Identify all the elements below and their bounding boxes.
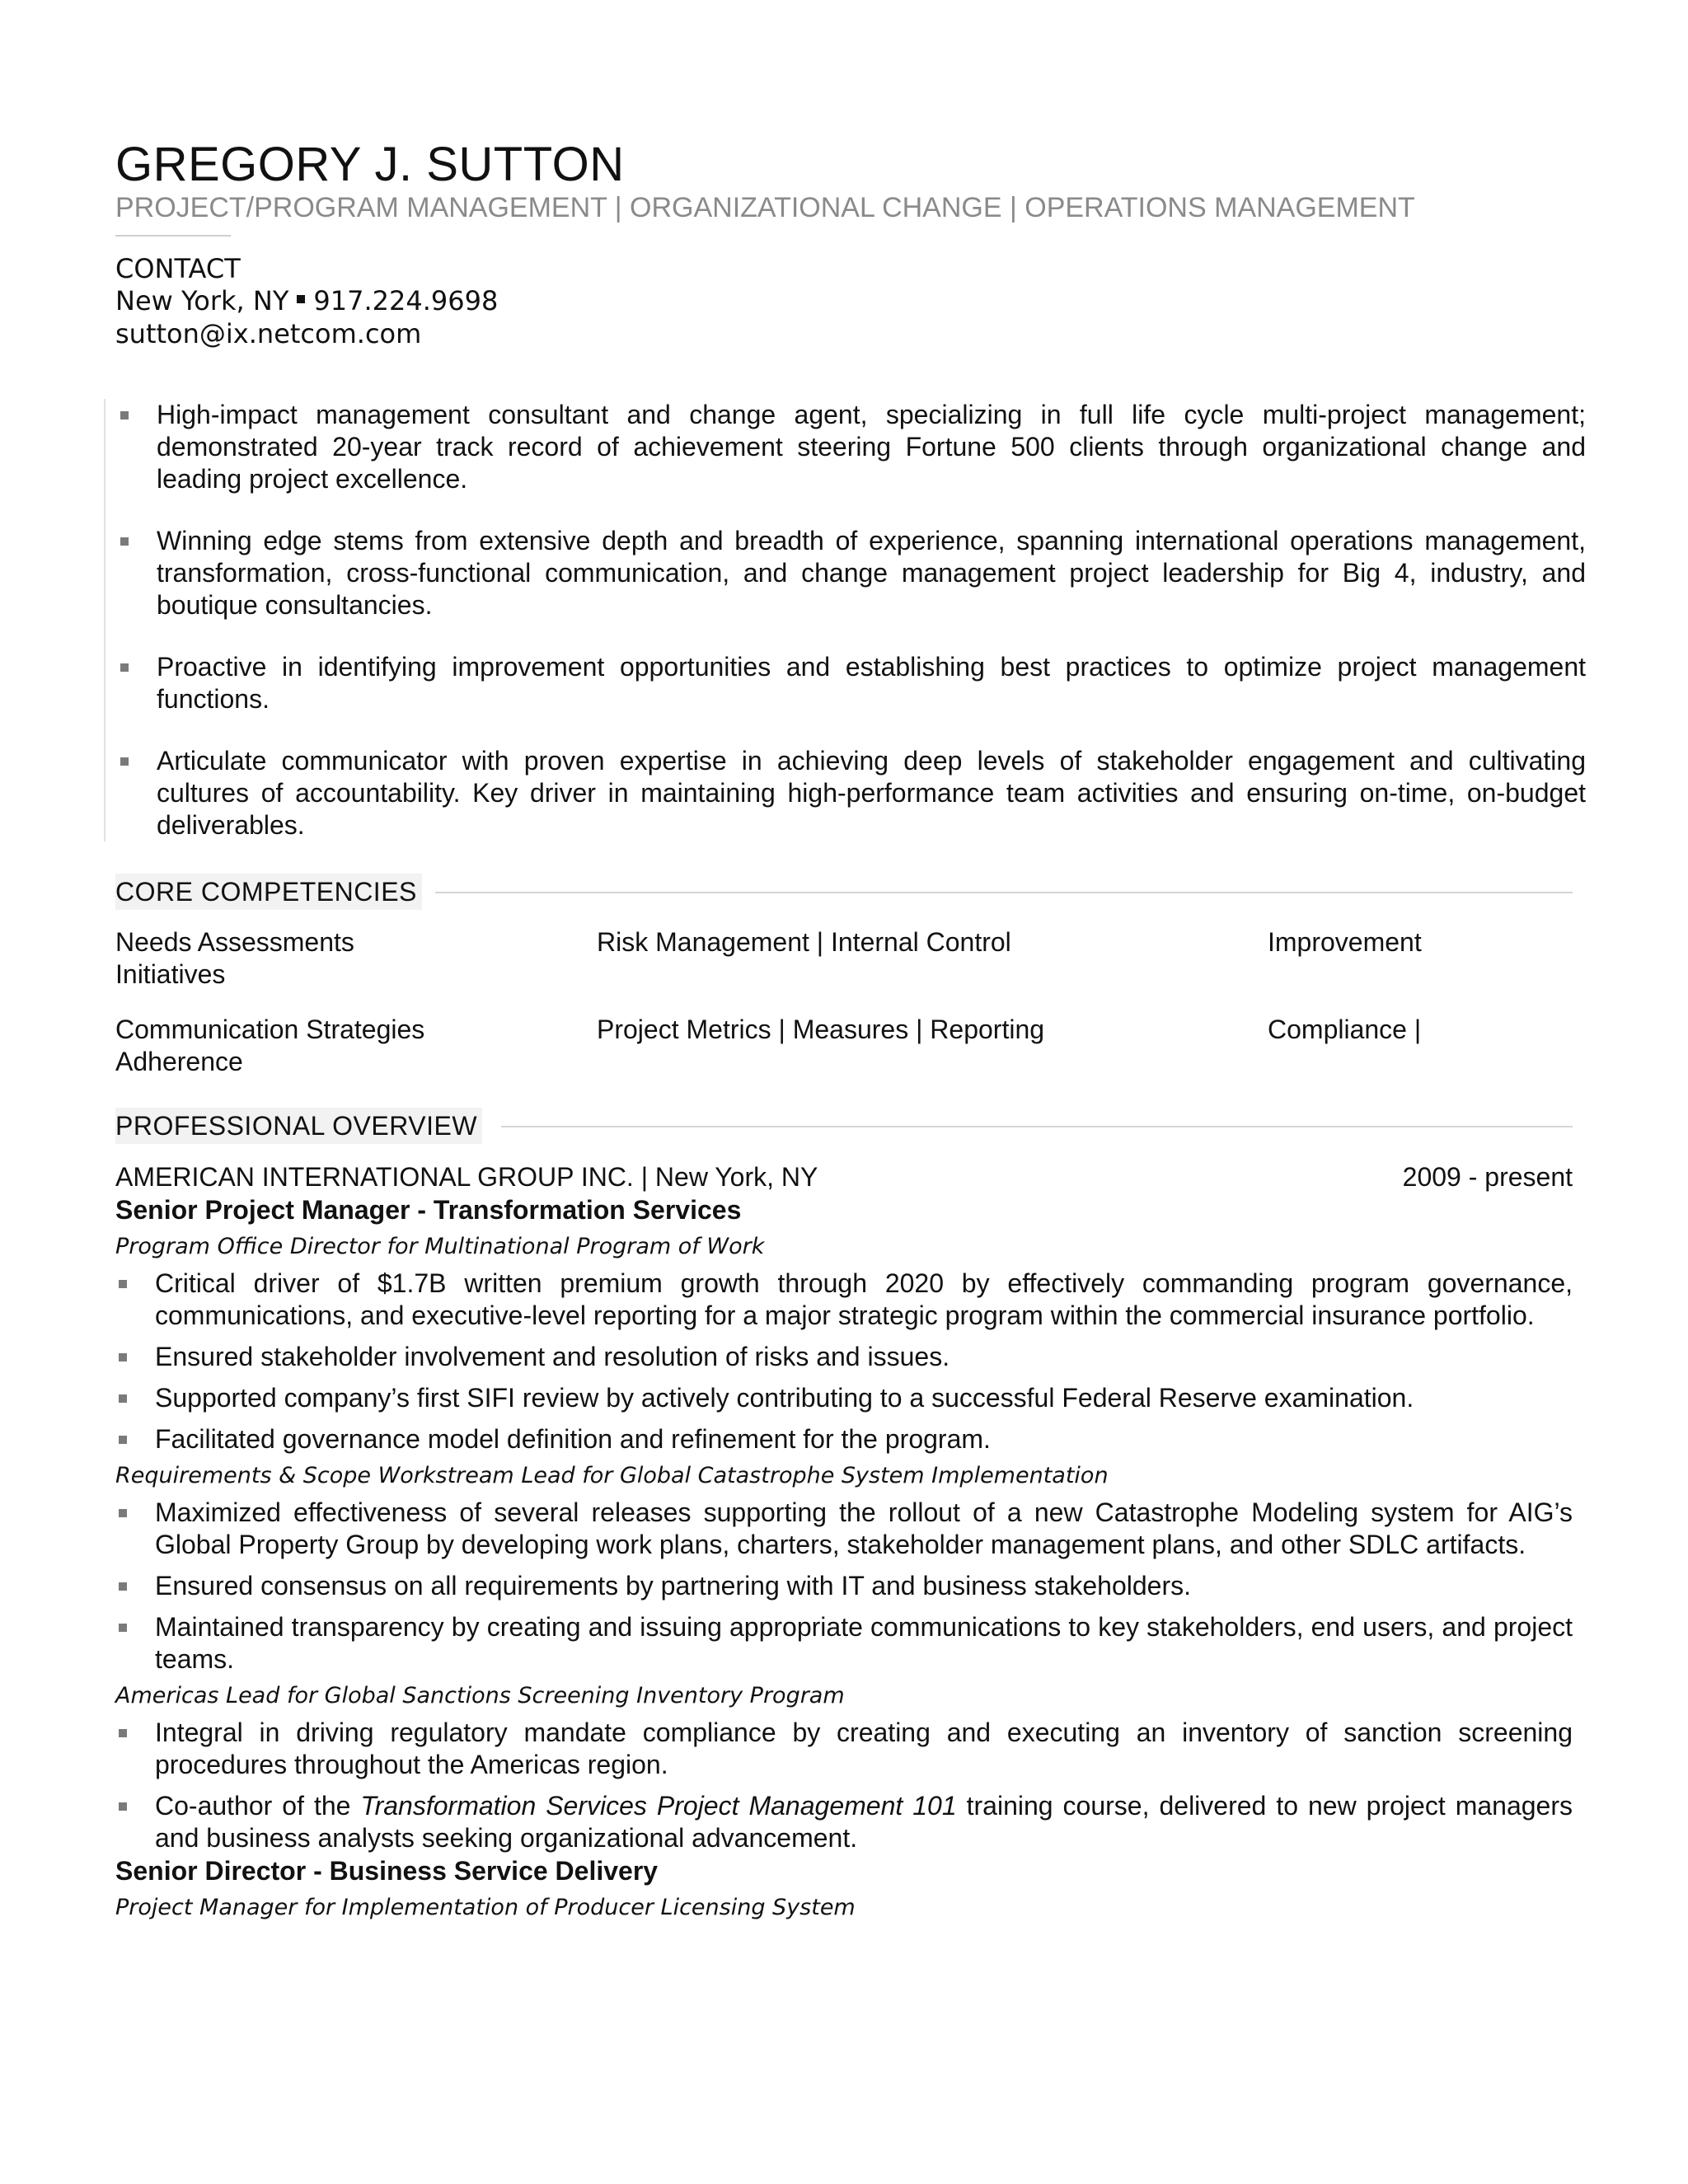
section-rule (501, 1126, 1573, 1127)
section-rule (435, 892, 1573, 893)
competency-item: Risk Management | Internal Control (597, 927, 1011, 957)
achievement-item: Maximized effectiveness of several releases supporting the rollout of a new Catastrophe Modeling system for AIG’s Global Property Group by developing work plans, charters, stakeholder management plans, and other SDLC artifacts. (115, 1497, 1573, 1561)
competency-item: Communication Strategies (115, 1015, 425, 1044)
candidate-name: GREGORY J. SUTTON (115, 138, 625, 191)
sub-role-title: Project Manager for Implementation of Producer Licensing System (115, 1895, 856, 1920)
achievement-item: Facilitated governance model definition and refinement for the program. (115, 1423, 1573, 1455)
summary-item: Articulate communicator with proven expertise in achieving deep levels of stakeholder engagement and cultivating cultures of accountability. Key driver in maintaining high-performance team activities and ensuring on-time, on-budget deliverables. (117, 745, 1586, 841)
candidate-headline: PROJECT/PROGRAM MANAGEMENT | ORGANIZATIONAL CHANGE | OPERATIONS MANAGEMENT (115, 192, 1415, 223)
achievement-item: Ensured consensus on all requirements by partnering with IT and business stakeholders. (115, 1570, 1573, 1602)
competency-item: Improvement (1268, 927, 1422, 957)
sub-role-title: Program Office Director for Multinational Program of Work (115, 1234, 765, 1259)
competency-item: Compliance | (1268, 1015, 1422, 1044)
contact-heading: CONTACT (115, 253, 241, 284)
professional-overview-heading (115, 1108, 1573, 1144)
company-row (115, 1160, 1573, 1193)
achievement-item: Critical driver of $1.7B written premium growth through 2020 by effectively commanding program governance, communications, and executive-level reporting for a major strategic program within the commercial insurance portfolio. (115, 1268, 1573, 1332)
core-competencies-heading (115, 874, 1573, 910)
contact-location: New York, NY (115, 285, 289, 316)
coauthor-text-pre: Co-author of the (155, 1791, 361, 1821)
job-title: Senior Project Manager - Transformation Services (115, 1195, 742, 1225)
job-title: Senior Director - Business Service Delivery (115, 1856, 659, 1886)
competency-item: Project Metrics | Measures | Reporting (597, 1015, 1045, 1044)
header-divider (115, 235, 231, 237)
summary-item: Proactive in identifying improvement opportunities and establishing best practices to optimize project management functions. (117, 651, 1586, 715)
summary-item: High-impact management consultant and change agent, specializing in full life cycle multi-project management; demonstrated 20-year track record of achievement steering Fortune 500 clients through organizational change and leading project excellence. (117, 399, 1586, 495)
experience-aig (115, 1160, 1573, 1929)
summary-list (104, 399, 1586, 841)
section-title: PROFESSIONAL OVERVIEW (115, 1108, 482, 1144)
separator-square-icon (297, 295, 305, 303)
achievement-item: Ensured stakeholder involvement and resolution of risks and issues. (115, 1341, 1573, 1373)
sub-role-title: Requirements & Scope Workstream Lead for Global Catastrophe System Implementation (115, 1463, 1109, 1488)
section-title: CORE COMPETENCIES (115, 874, 422, 910)
summary-item: Winning edge stems from extensive depth and breadth of experience, spanning international operations management, transformation, cross-functional communication, and change management project leadership for Big 4, industry, and boutique consultancies. (117, 525, 1586, 621)
competency-item-continued: Adherence (115, 1047, 243, 1076)
achievement-item: Integral in driving regulatory mandate compliance by creating and executing an inventory of sanction screening procedures throughout the Americas region. (115, 1717, 1573, 1781)
sub-role-title: Americas Lead for Global Sanctions Screening Inventory Program (115, 1683, 845, 1708)
employment-dates: 2009 - present (1402, 1162, 1573, 1192)
achievement-item: Maintained transparency by creating and issuing appropriate communications to key stakeholders, end users, and project teams. (115, 1611, 1573, 1675)
contact-email: sutton@ix.netcom.com (115, 318, 422, 349)
coauthor-text-post: training course, delivered to new project managers and business analysts seeking organizational advancement. (155, 1791, 1573, 1853)
achievement-item-coauthor (115, 1790, 1573, 1854)
contact-location-phone (115, 284, 498, 317)
course-title: Transformation Services Project Management 101 (360, 1791, 957, 1821)
company-name: AMERICAN INTERNATIONAL GROUP INC. | New York, NY (115, 1162, 818, 1192)
contact-phone: 917.224.9698 (313, 285, 499, 316)
competency-item: Needs Assessments (115, 927, 354, 957)
competency-item-continued: Initiatives (115, 959, 226, 989)
achievement-item: Supported company’s first SIFI review by actively contributing to a successful Federal Reserve examination. (115, 1382, 1573, 1414)
